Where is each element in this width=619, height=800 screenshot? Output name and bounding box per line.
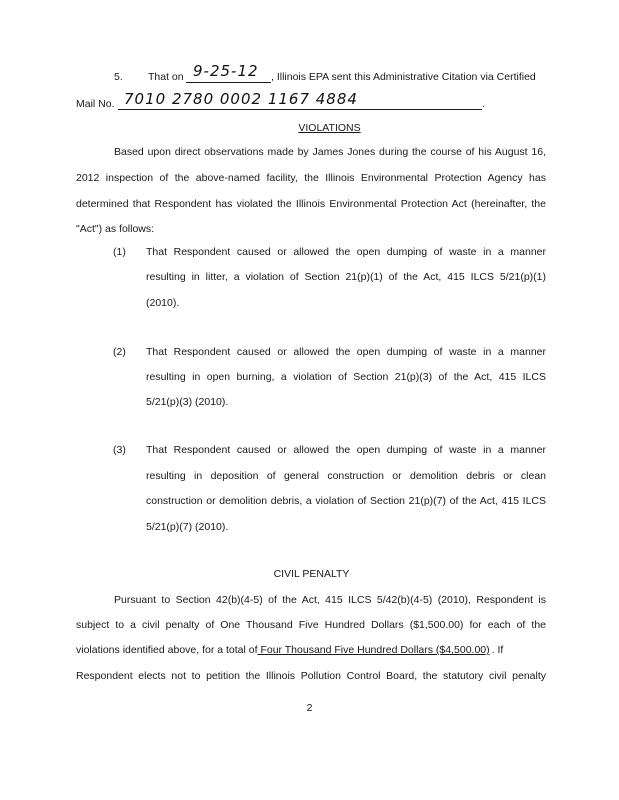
violation-number: (2) — [113, 346, 126, 358]
handwritten-date: 9-25-12 — [193, 62, 259, 80]
violation-line: resulting in litter, a violation of Section 21(p)(1) of the Act, 415 ILCS 5/21(p)(1) — [146, 271, 546, 283]
civil-penalty-heading: CIVIL PENALTY — [273, 568, 350, 580]
violation-line: That Respondent caused or allowed the open dumping of waste in a manner — [146, 246, 546, 258]
violation-line: That Respondent caused or allowed the open dumping of waste in a manner — [146, 444, 546, 456]
paragraph-number: 5. — [114, 71, 123, 83]
handwritten-mail-number: 7010 2780 0002 1167 4884 — [124, 90, 358, 108]
civil-penalty-line: Respondent elects not to petition the Illinois Pollution Control Board, the statutory civil penalty — [76, 670, 546, 682]
civil-penalty-line: subject to a civil penalty of One Thousand Five Hundred Dollars ($1,500.00) for each of the — [76, 619, 546, 631]
violation-line: construction or demolition debris, a violation of Section 21(p)(7) of the Act, 415 ILCS — [146, 495, 546, 507]
mail-no-period: . — [482, 98, 485, 110]
violation-line: (2010). — [146, 297, 180, 309]
violation-number: (1) — [113, 246, 126, 258]
violations-intro-line: Based upon direct observations made by James Jones during the course of his August 16, — [114, 146, 546, 158]
mail-no-label: Mail No. — [76, 98, 115, 110]
violations-intro-line: "Act") as follows: — [76, 223, 155, 235]
civil-penalty-text: . If — [491, 644, 504, 656]
civil-penalty-line-3 — [76, 644, 546, 656]
violations-intro-line: 2012 inspection of the above-named facility, the Illinois Environmental Protection Agency has — [76, 172, 546, 184]
mail-no-blank-line — [118, 109, 482, 110]
civil-penalty-line: Pursuant to Section 42(b)(4-5) of the Act, 415 ILCS 5/42(b)(4-5) (2010), Respondent is — [114, 594, 546, 606]
page-number: 2 — [306, 702, 313, 714]
violations-heading: VIOLATIONS — [298, 122, 361, 134]
paragraph5-text: , Illinois EPA sent this Administrative Citation via Certified — [271, 71, 536, 83]
civil-penalty-text: violations identified above, for a total of — [76, 644, 258, 656]
violations-intro-line: determined that Respondent has violated the Illinois Environmental Protection Act (hereinafter, the — [76, 198, 546, 210]
violation-line: That Respondent caused or allowed the open dumping of waste in a manner — [146, 346, 546, 358]
date-blank-line — [186, 82, 271, 83]
violation-line: resulting in open burning, a violation of Section 21(p)(3) of the Act, 415 ILCS — [146, 371, 546, 383]
violation-number: (3) — [113, 444, 126, 456]
that-on-text: That on — [148, 71, 184, 83]
violation-line: resulting in deposition of general construction or demolition debris or clean — [146, 470, 546, 482]
total-penalty-amount: Four Thousand Five Hundred Dollars ($4,500.00) — [257, 644, 490, 656]
violation-line: 5/21(p)(7) (2010). — [146, 521, 229, 533]
violation-line: 5/21(p)(3) (2010). — [146, 396, 229, 408]
